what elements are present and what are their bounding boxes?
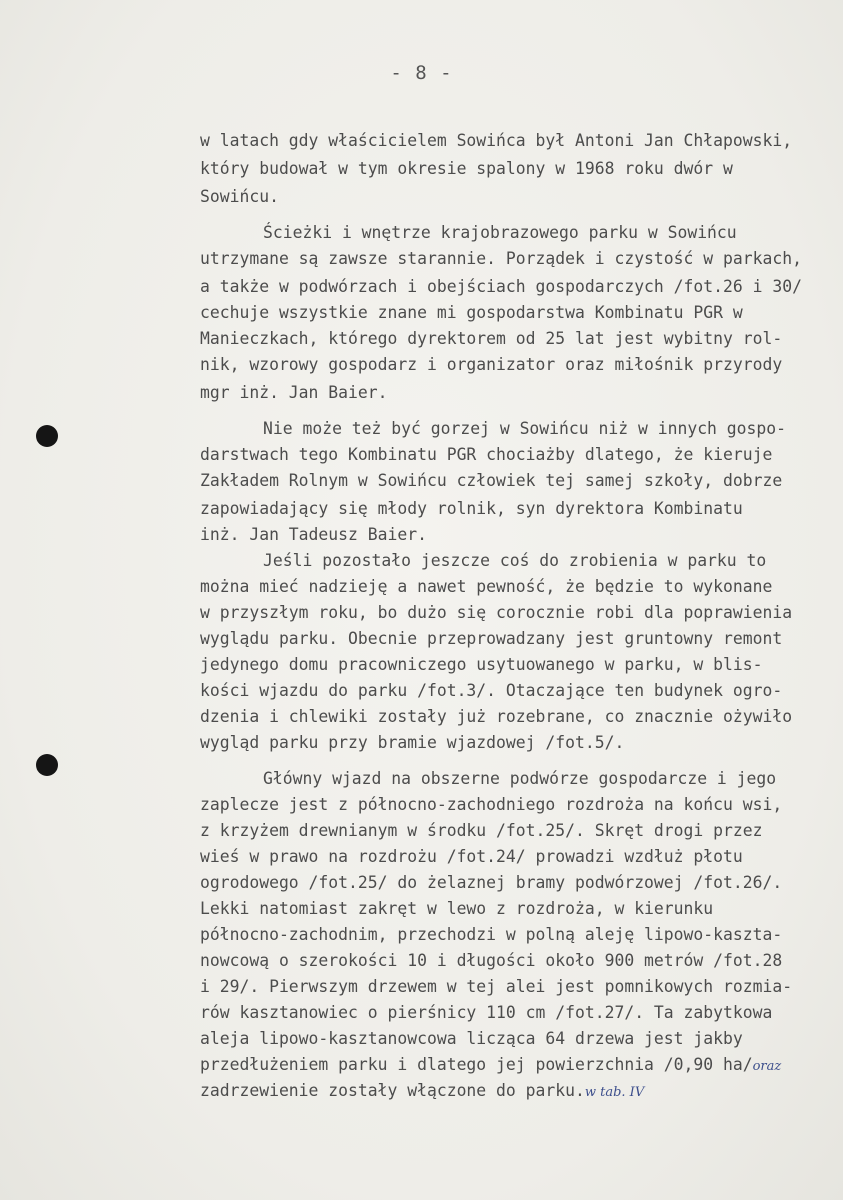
text-line-content: przedłużeniem parku i dlatego jej powierzchnia /0,90 ha/: [200, 1055, 753, 1074]
text-line: Zakładem Rolnym w Sowińcu człowiek tej samej szkoły, dobrze: [200, 471, 783, 490]
text-line: w latach gdy właścicielem Sowińca był Antoni Jan Chłapowski,: [200, 131, 793, 150]
text-line: Nie może też być gorzej w Sowińcu niż w innych gospo-: [263, 419, 787, 438]
text-line: inż. Jan Tadeusz Baier.: [200, 525, 427, 544]
text-line: nik, wzorowy gospodarz i organizator oraz miłośnik przyrody: [200, 355, 783, 374]
page-number: - 8 -: [390, 62, 453, 84]
text-line-content: zadrzewienie zostały włączone do parku.: [200, 1081, 585, 1100]
text-line: zaplecze jest z północno-zachodniego rozdroża na końcu wsi,: [200, 795, 783, 814]
text-line: Lekki natomiast zakręt w lewo z rozdroża, w kierunku: [200, 899, 714, 918]
text-line: wyglądu parku. Obecnie przeprowadzany jest gruntowny remont: [200, 629, 783, 648]
text-line: Jeśli pozostało jeszcze coś do zrobienia w parku to: [263, 551, 767, 570]
text-line: wygląd parku przy bramie wjazdowej /fot.5/.: [200, 733, 625, 752]
text-line: jedynego domu pracowniczego usytuowanego w parku, w blis-: [200, 655, 763, 674]
text-line: [200, 1052, 781, 1078]
text-line: wieś w prawo na rozdrożu /fot.24/ prowadzi wzdłuż płotu: [200, 847, 743, 866]
handwritten-annotation-oraz: oraz: [752, 1059, 782, 1074]
punch-hole-bottom: [36, 754, 58, 776]
text-line: północno-zachodnim, przechodzi w polną aleję lipowo-kaszta-: [200, 925, 783, 944]
text-line: w przyszłym roku, bo dużo się corocznie robi dla poprawienia: [200, 603, 793, 622]
text-line: cechuje wszystkie znane mi gospodarstwa Kombinatu PGR w: [200, 303, 743, 322]
text-line: a także w podwórzach i obejściach gospodarczych /fot.26 i 30/: [200, 277, 802, 296]
text-line: aleja lipowo-kasztanowcowa licząca 64 drzewa jest jakby: [200, 1029, 743, 1048]
text-line: zapowiadający się młody rolnik, syn dyrektora Kombinatu: [200, 499, 743, 518]
text-line: i 29/. Pierwszym drzewem w tej alei jest pomnikowych rozmia-: [200, 977, 793, 996]
text-line: który budował w tym okresie spalony w 1968 roku dwór w: [200, 159, 733, 178]
text-line: Sowińcu.: [200, 187, 279, 206]
text-line: mgr inż. Jan Baier.: [200, 383, 388, 402]
text-line: Manieczkach, którego dyrektorem od 25 lat jest wybitny rol-: [200, 329, 783, 348]
text-line: kości wjazdu do parku /fot.3/. Otaczające ten budynek ogro-: [200, 681, 783, 700]
text-line: dzenia i chlewiki zostały już rozebrane, co znacznie ożywiło: [200, 707, 793, 726]
text-line: Ścieżki i wnętrze krajobrazowego parku w Sowińcu: [263, 223, 737, 242]
text-line: rów kasztanowiec o pierśnicy 110 cm /fot.27/. Ta zabytkowa: [200, 1003, 773, 1022]
text-line: nowcową o szerokości 10 i długości około 900 metrów /fot.28: [200, 951, 783, 970]
text-line: z krzyżem drewnianym w środku /fot.25/. Skręt drogi przez: [200, 821, 763, 840]
text-line: darstwach tego Kombinatu PGR chociażby dlatego, że kieruje: [200, 445, 773, 464]
text-line: można mieć nadzieję a nawet pewność, że będzie to wykonane: [200, 577, 773, 596]
text-line: Główny wjazd na obszerne podwórze gospodarcze i jego: [263, 769, 777, 788]
punch-hole-top: [36, 425, 58, 447]
text-line: utrzymane są zawsze starannie. Porządek i czystość w parkach,: [200, 249, 802, 268]
text-line: ogrodowego /fot.25/ do żelaznej bramy podwórzowej /fot.26/.: [200, 873, 783, 892]
handwritten-annotation-tab: w tab. IV: [584, 1085, 645, 1100]
text-line: [200, 1078, 644, 1104]
